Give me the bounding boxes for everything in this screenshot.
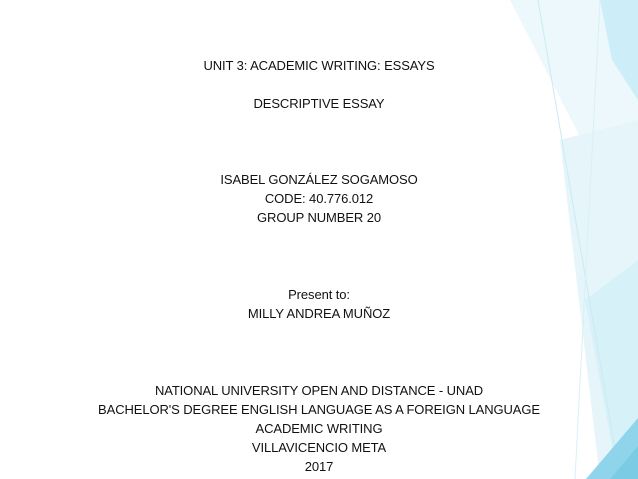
present-to-label: Present to: — [288, 287, 350, 302]
author-code: CODE: 40.776.012 — [264, 191, 374, 206]
unit-title: UNIT 3: ACADEMIC WRITING: ESSAYS — [203, 58, 435, 73]
university-name: NATIONAL UNIVERSITY OPEN AND DISTANCE - UNAD — [154, 383, 484, 398]
author-name: ISABEL GONZÁLEZ SOGAMOSO — [220, 172, 418, 187]
city-name: VILLAVICENCIO META — [251, 440, 387, 455]
degree-name: BACHELOR'S DEGREE ENGLISH LANGUAGE AS A FOREIGN LANGUAGE — [98, 402, 540, 417]
group-number: GROUP NUMBER 20 — [257, 210, 381, 225]
essay-type: DESCRIPTIVE ESSAY — [253, 96, 385, 111]
recipient-name: MILLY ANDREA MUÑOZ — [247, 306, 391, 321]
course-name: ACADEMIC WRITING — [255, 421, 383, 436]
year: 2017 — [304, 459, 334, 474]
